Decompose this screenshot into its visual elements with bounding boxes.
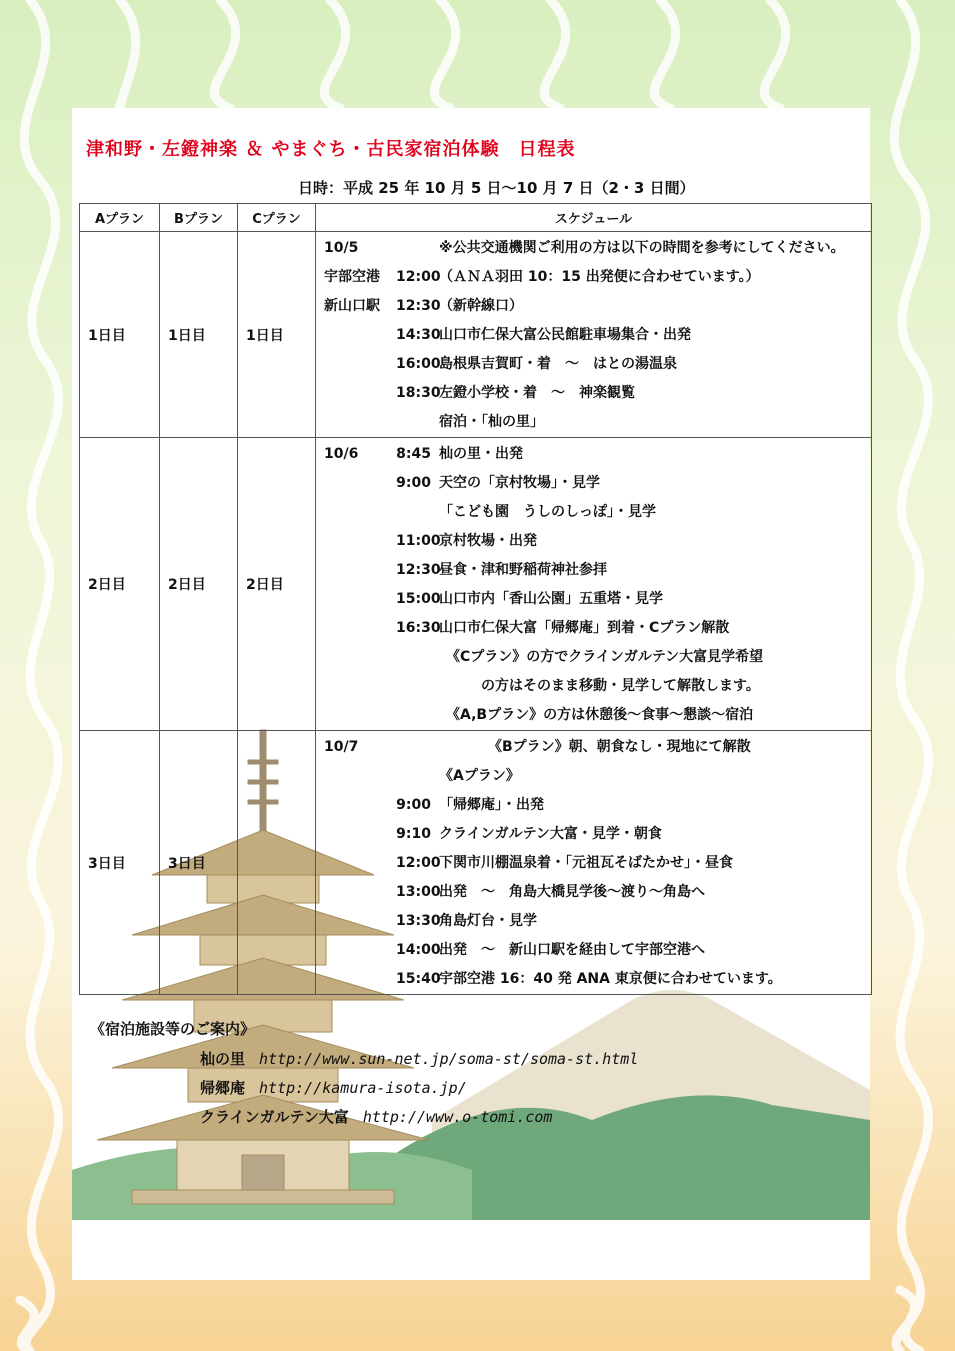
schedule-text: クラインガルテン大富・見学・朝食 — [439, 826, 662, 842]
schedule-table — [79, 203, 872, 995]
plan-c-day-cell — [238, 731, 316, 995]
schedule-line — [316, 527, 871, 556]
schedule-text: （新幹線口） — [439, 298, 523, 314]
schedule-line — [316, 965, 871, 994]
plan-a-day-cell: 2日目 — [80, 438, 160, 731]
plan-b-day-cell: 3日目 — [160, 731, 238, 995]
lodging-item — [200, 1106, 552, 1127]
schedule-text: 左鐙小学校・着 ～ 神楽観覧 — [439, 385, 635, 401]
header-plan-c: Cプラン — [238, 204, 316, 232]
schedule-line — [316, 614, 871, 643]
schedule-text: 宇部空港 16：40 発 ANA 東京便に合わせています。 — [439, 971, 782, 987]
schedule-text: 《Bプラン》朝、朝食なし・現地にて解散 — [439, 739, 751, 755]
plan-b-day-cell: 2日目 — [160, 438, 238, 731]
plan-c-day-cell: 1日目 — [238, 232, 316, 438]
lodging-name: 帰郷庵 — [200, 1079, 246, 1097]
lodging-url[interactable]: http://kamura-isota.jp/ — [259, 1079, 467, 1097]
page-title: 津和野・左鐙神楽 ＆ やまぐち・古民家宿泊体験 日程表 — [86, 139, 576, 160]
schedule-time: 9:00 — [396, 797, 431, 813]
plan-a-day-cell: 3日目 — [80, 731, 160, 995]
schedule-line — [316, 791, 871, 820]
schedule-text: 京村牧場・出発 — [439, 533, 537, 549]
schedule-text: 《A,Bプラン》の方は休憩後～食事～懇談～宿泊 — [439, 707, 754, 723]
schedule-text: 宿泊・「杣の里」 — [439, 414, 544, 430]
schedule-text: の方はそのまま移動・見学して解散します。 — [439, 678, 760, 694]
schedule-text: 杣の里・出発 — [439, 446, 523, 462]
table-row — [80, 731, 872, 995]
schedule-date: 宇部空港 — [324, 269, 380, 285]
schedule-text: 《Aプラン》 — [439, 768, 520, 784]
schedule-line — [316, 849, 871, 878]
schedule-line — [316, 408, 871, 437]
event-date: 日時：平成 25 年 10 月 5 日～10 月 7 日（2・3 日間） — [298, 179, 695, 197]
schedule-time: 11:00 — [396, 533, 441, 549]
schedule-cell — [316, 731, 872, 995]
schedule-text: 「帰郷庵」・出発 — [439, 797, 544, 813]
schedule-line — [316, 701, 871, 730]
schedule-cell — [316, 438, 872, 731]
schedule-line — [316, 498, 871, 527]
schedule-text: 島根県吉賀町・着 ～ はとの湯温泉 — [439, 356, 677, 372]
schedule-line — [316, 672, 871, 701]
schedule-text: 出発 ～ 新山口駅を経由して宇部空港へ — [439, 942, 705, 958]
schedule-text: 山口市内「香山公園」五重塔・見学 — [439, 591, 663, 607]
schedule-line — [316, 733, 871, 762]
schedule-line — [316, 469, 871, 498]
schedule-text: 角島灯台・見学 — [439, 913, 537, 929]
lodging-name: クラインガルテン大富 — [200, 1108, 349, 1126]
schedule-date: 10/5 — [324, 240, 359, 256]
plan-b-day-cell: 1日目 — [160, 232, 238, 438]
schedule-time: 9:00 — [396, 475, 431, 491]
lodging-item — [200, 1077, 467, 1098]
schedule-date: 10/7 — [324, 739, 359, 755]
schedule-time: 15:00 — [396, 591, 441, 607]
schedule-line — [316, 585, 871, 614]
schedule-text: 出発 ～ 角島大橋見学後～渡り～角島へ — [439, 884, 705, 900]
table-row — [80, 438, 872, 731]
schedule-text: 山口市仁保大富公民館駐車場集合・出発 — [439, 327, 691, 343]
schedule-line — [316, 292, 871, 321]
schedule-cell — [316, 232, 872, 438]
schedule-text: 「こども園 うしのしっぽ」・見学 — [439, 504, 656, 520]
schedule-date: 10/6 — [324, 446, 359, 462]
plan-a-day-cell: 1日目 — [80, 232, 160, 438]
schedule-line — [316, 556, 871, 585]
lodging-name: 杣の里 — [200, 1050, 246, 1068]
schedule-text: 山口市仁保大富「帰郷庵」到着・Cプラン解散 — [439, 620, 730, 636]
schedule-line — [316, 878, 871, 907]
schedule-time: 14:00 — [396, 942, 441, 958]
schedule-text: ※公共交通機関ご利用の方は以下の時間を参考にしてください。 — [439, 240, 845, 256]
schedule-time: 12:00 — [396, 855, 441, 871]
schedule-time: 18:30 — [396, 385, 441, 401]
lodging-item — [200, 1048, 638, 1069]
schedule-time: 12:00 — [396, 269, 441, 285]
schedule-line — [316, 643, 871, 672]
schedule-time: 12:30 — [396, 298, 441, 314]
schedule-time: 16:00 — [396, 356, 441, 372]
schedule-date: 新山口駅 — [324, 298, 380, 314]
table-row — [80, 232, 872, 438]
header-schedule: スケジュール — [316, 204, 872, 232]
schedule-time: 13:00 — [396, 884, 441, 900]
table-header-row — [80, 204, 872, 232]
schedule-time: 13:30 — [396, 913, 441, 929]
header-plan-a: Aプラン — [80, 204, 160, 232]
schedule-line — [316, 936, 871, 965]
schedule-time: 9:10 — [396, 826, 431, 842]
schedule-line — [316, 379, 871, 408]
schedule-line — [316, 907, 871, 936]
schedule-line — [316, 440, 871, 469]
schedule-time: 14:30 — [396, 327, 441, 343]
schedule-text: 昼食・津和野稲荷神社参拝 — [439, 562, 607, 578]
lodging-url[interactable]: http://www.o-tomi.com — [362, 1108, 553, 1126]
schedule-line — [316, 820, 871, 849]
plan-c-day-cell: 2日目 — [238, 438, 316, 731]
schedule-time: 12:30 — [396, 562, 441, 578]
schedule-line — [316, 762, 871, 791]
schedule-line — [316, 234, 871, 263]
lodging-info-heading: 《宿泊施設等のご案内》 — [90, 1020, 256, 1038]
schedule-line — [316, 321, 871, 350]
schedule-text: 天空の「京村牧場」・見学 — [439, 475, 600, 491]
schedule-text: 《Cプラン》の方でクラインガルテン大富見学希望 — [439, 649, 764, 665]
lodging-url[interactable]: http://www.sun-net.jp/soma-st/soma-st.html — [259, 1050, 639, 1068]
schedule-time: 8:45 — [396, 446, 431, 462]
schedule-time: 15:40 — [396, 971, 441, 987]
schedule-time: 16:30 — [396, 620, 441, 636]
schedule-text: 下関市川棚温泉着・「元祖瓦そばたかせ」・昼食 — [439, 855, 733, 871]
schedule-line — [316, 263, 871, 292]
header-plan-b: Bプラン — [160, 204, 238, 232]
schedule-line — [316, 350, 871, 379]
schedule-text: （ＡＮＡ羽田 10：15 出発便に合わせています。） — [439, 269, 760, 285]
